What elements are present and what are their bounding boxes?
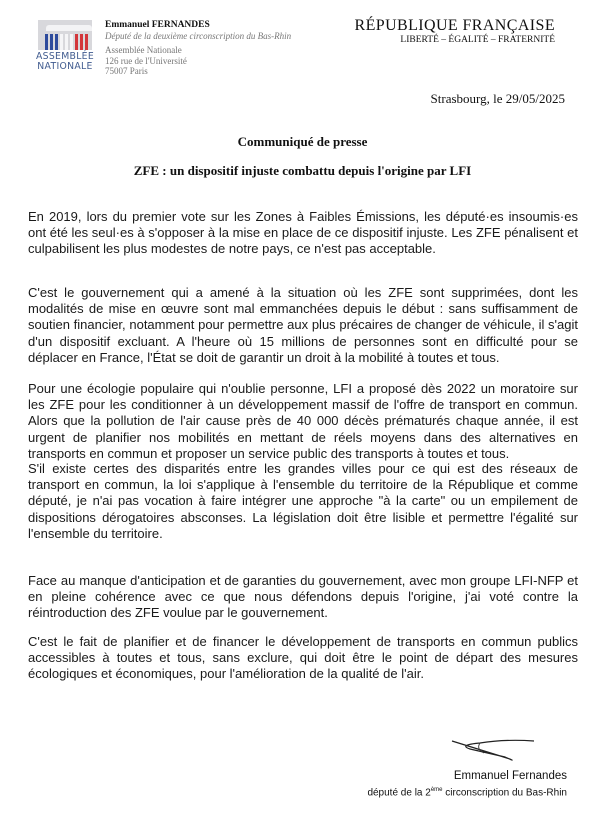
deputy-letterhead xyxy=(105,20,291,77)
republic-motto: LIBERTÉ – ÉGALITÉ – FRATERNITÉ xyxy=(400,35,555,45)
assemblee-nationale-logo xyxy=(34,18,96,80)
logo-column xyxy=(85,34,88,50)
signer-block xyxy=(367,769,567,800)
body-paragraph: Pour une écologie populaire qui n'oublie personne, LFI a proposé dès 2022 un moratoire sur les ZFE pour les conditionner à un développement massif de l'offre de transport en commun. Alors que la pollution de l'air cause près de 40 000 décès prématurés chaque année, il est urgent de planifier nos mobilités en mettant de réels moyens dans des alternatives en transports en commun et proposer un service public des transports à toutes et tous. xyxy=(28,381,578,461)
address-line: Assemblée Nationale xyxy=(105,45,182,55)
republic-title: RÉPUBLIQUE FRANÇAISE xyxy=(354,17,555,34)
logo-roof xyxy=(46,25,92,31)
signer-role-prefix: député de la 2 xyxy=(367,787,431,799)
logo-column xyxy=(50,34,53,50)
logo-column xyxy=(80,34,83,50)
deputy-address xyxy=(105,45,291,77)
logo-column xyxy=(60,34,63,50)
hemicycle-icon xyxy=(38,20,92,50)
headline: ZFE : un dispositif injuste combattu depuis l'origine par LFI xyxy=(133,163,472,178)
logo-column xyxy=(55,34,58,50)
signer-role-suffix: circonscription du Bas-Rhin xyxy=(442,787,567,799)
dateline: Strasbourg, le 29/05/2025 xyxy=(430,91,565,106)
document-type: Communiqué de presse xyxy=(237,134,368,149)
address-line: 75007 Paris xyxy=(105,66,148,76)
deputy-role: Député de la deuxième circonscription du Bas-Rhin xyxy=(105,30,292,41)
body-paragraph: C'est le gouvernement qui a amené à la situation où les ZFE sont supprimées, dont les modalités de mise en œuvre sont mal emmanchées depuis le début : sans suffisamment de soutien financier, notamment pour permettre aux plus précaires de changer de véhicule, il s'agit d'un dispositif excluant. A l'heure où 15 millions de personnes sont en difficulté pour se déplacer en France, l'État se doit de garantir un droit à la mobilité à toutes et tous. xyxy=(28,285,578,365)
logo-line1: ASSEMBLÉE xyxy=(35,51,95,62)
deputy-name: Emmanuel FERNANDES xyxy=(105,20,210,30)
logo-column xyxy=(70,34,73,50)
address-line: 126 rue de l'Université xyxy=(105,55,187,66)
body-paragraph: S'il existe certes des disparités entre les grandes villes pour ce qui est des réseaux de transport en commun, la loi s'applique à l'ensemble du territoire de la République et comme député, je n'ai pas vocation à faire intégrer une approche "à la carte" ou un empilement de dispositions dérogatoires absconses. La législation doit être lisible et permettre l'égalité sur l'ensemble du territoire. xyxy=(28,461,578,541)
republic-header xyxy=(355,17,555,46)
body-paragraph: C'est le fait de planifier et de financer le développement de transports en commun publics accessibles à toutes et tous, sans exclure, qui doit être le point de départ des mesures écologiques et économiques, pour l'amélioration de la qualité de l'air. xyxy=(28,634,578,682)
logo-column xyxy=(65,34,68,50)
signer-name: Emmanuel Fernandes xyxy=(453,770,567,782)
logo-column xyxy=(75,34,78,50)
signer-role-sup: ème xyxy=(430,787,443,793)
signer-role xyxy=(367,783,567,800)
body-paragraph: Face au manque d'anticipation et de garanties du gouvernement, avec mon groupe LFI-NFP et en pleine cohérence avec ce que nous défendons depuis l'origine, j'ai voté contre la réintroduction des ZFE voulue par le gouvernement. xyxy=(28,573,578,621)
logo-column xyxy=(45,34,48,50)
logo-line2: NATIONALE xyxy=(37,61,93,72)
handwritten-signature-icon xyxy=(450,735,535,765)
logo-text xyxy=(34,52,96,72)
body-paragraph: En 2019, lors du premier vote sur les Zones à Faibles Émissions, les député·es insoumis·es ont été les seul·es à s'opposer à la mise en place de ce dispositif injuste. Les ZFE pénalisent et culpabilisent les plus modestes de notre pays, ce n'est pas acceptable. xyxy=(28,209,578,257)
